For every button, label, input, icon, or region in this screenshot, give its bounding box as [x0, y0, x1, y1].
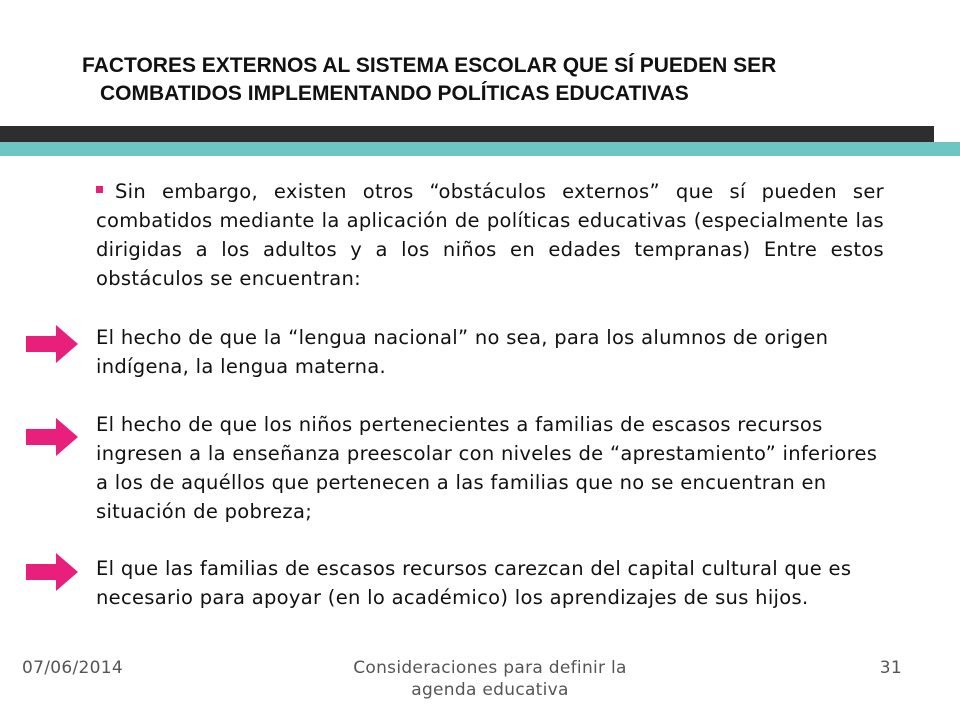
- slide-title: [82, 52, 912, 108]
- arrow-right-icon: [26, 553, 78, 591]
- footer-date: 07/06/2014: [22, 658, 123, 678]
- title-line-2: COMBATIDOS IMPLEMENTANDO POLÍTICAS EDUCATIVAS: [100, 82, 689, 105]
- list-item: El que las familias de escasos recursos carezcan del capital cultural que es necesario para apoyar (en lo académico) los aprendizajes de sus hijos.: [96, 557, 852, 609]
- arrow-right-icon: [26, 325, 78, 363]
- list-item: El hecho de que los niños pertenecientes a familias de escasos recursos ingresen a la enseñanza preescolar con niveles de “aprestamiento” inferiores a los de aquéllos que pertenecen a las familias que no se encuentran en situación de pobreza;: [96, 413, 878, 523]
- title-line-1: FACTORES EXTERNOS AL SISTEMA ESCOLAR QUE SÍ PUEDEN SER: [82, 54, 777, 77]
- square-bullet-icon: [96, 186, 103, 193]
- intro-paragraph: [96, 177, 884, 293]
- title-divider-dark: [0, 126, 934, 142]
- arrow-right-icon: [26, 418, 78, 456]
- title-divider-teal: [0, 142, 960, 156]
- slide-number: 31: [879, 658, 902, 678]
- footer-title: Consideraciones para definir la agenda educativa: [353, 658, 627, 700]
- list-item: El hecho de que la “lengua nacional” no sea, para los alumnos de origen indígena, la lengua materna.: [96, 326, 829, 378]
- intro-text: Sin embargo, existen otros “obstáculos externos” que sí pueden ser combatidos mediante la aplicación de políticas educativas (especialmente las dirigidas a los adultos y a los niños en edades tempranas) Entre estos obstáculos se encuentran:: [96, 180, 884, 290]
